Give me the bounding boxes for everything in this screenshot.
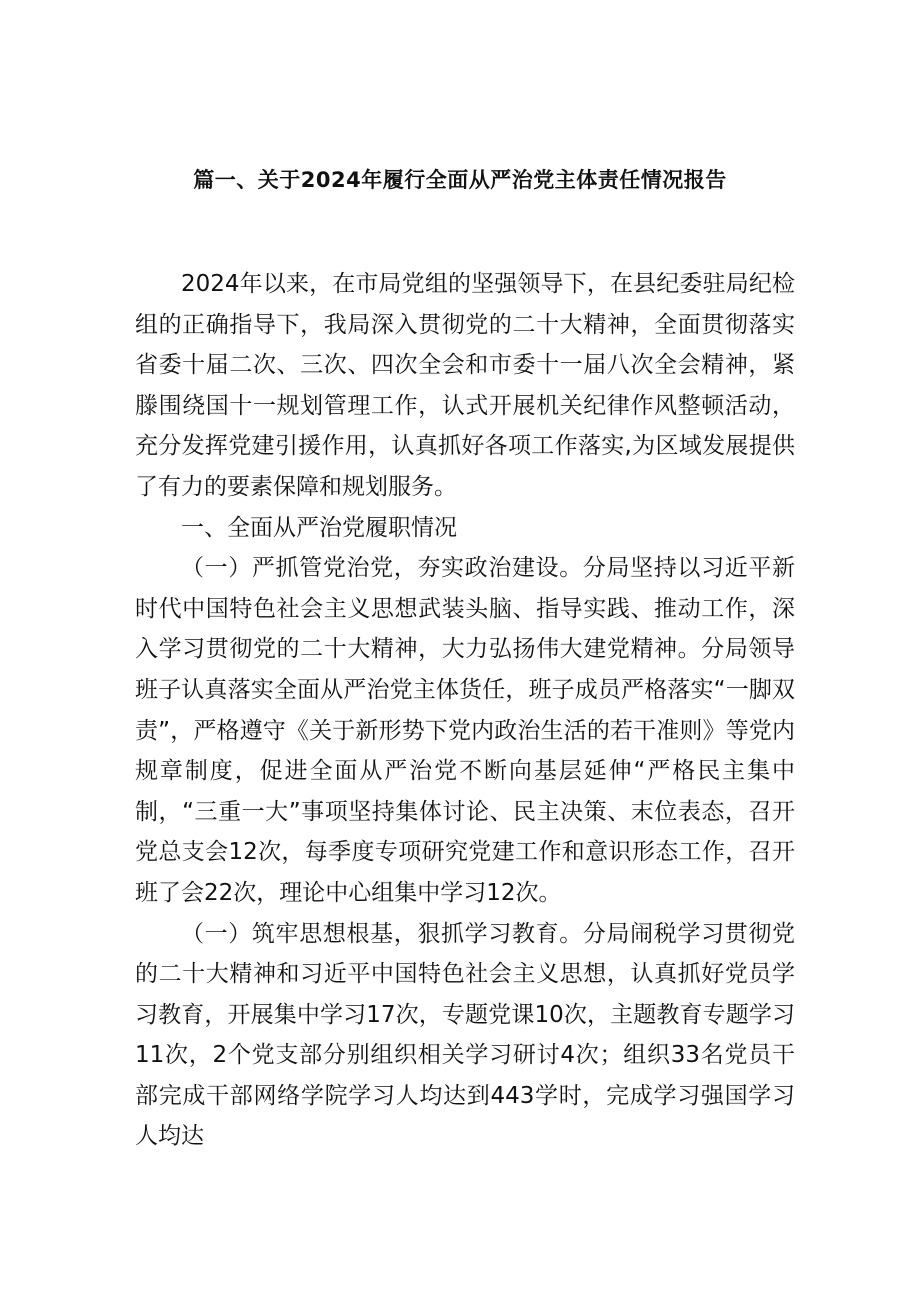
section-heading: 一、全面从严治党履职情况 (181, 514, 457, 541)
paragraph-study-education: （一）筑牢思想根基，狠抓学习教育。分局闹税学习贯彻党的二十大精神和习近平中国特色社会主义思想，认真抓好党员学习教育，开展集中学习17次，专题党课10次，主题教育专题学习11次，2个党支部分别组织相关学习研讨4次；组织33名党员干部完成干部网络学院学习人均达到443学时，完成学习强国学习人均达 (135, 920, 795, 1150)
intro-paragraph: 2024年以来，在市局党组的坚强领导下，在县纪委驻局纪检组的正确指导下，我局深入贯彻党的二十大精神，全面贯彻落实省委十届二次、三次、四次全会和市委十一届八次全会精神，紧滕围绕国十一规划管理工作，认式开展机关纪律作风整顿活动，充分发挥党建引援作用，认真抓好各项工作落实,为区域发展提供了有力的要素保障和规划服务。 (135, 271, 795, 500)
document-title: 篇一、关于2024年履行全面从严治党主体责任情况报告 (193, 168, 727, 192)
document-body (135, 264, 795, 1157)
paragraph-political-construction: （一）严抓管党治党，夯实政治建设。分局坚持以习近平新时代中国特色社会主义思想武装头脑、指导实践、推动工作，深入学习贯彻党的二十大精神，大力弘扬伟大建党精神。分局领导班子认真落实全面从严治党主体货任，班子成员严格落实“一脚双责”，严格遵守《关于新形势下党内政治生活的若干准则》等党内规章制度，促进全面从严治党不断向基层延伸“严格民主集中制，“三重一大”事项坚持集体讨论、民主决策、末位表态，召开党总支会12次，每季度专项研究党建工作和意识形态工作，召开班了会22次，理论中心组集中学习12次。 (135, 555, 795, 906)
